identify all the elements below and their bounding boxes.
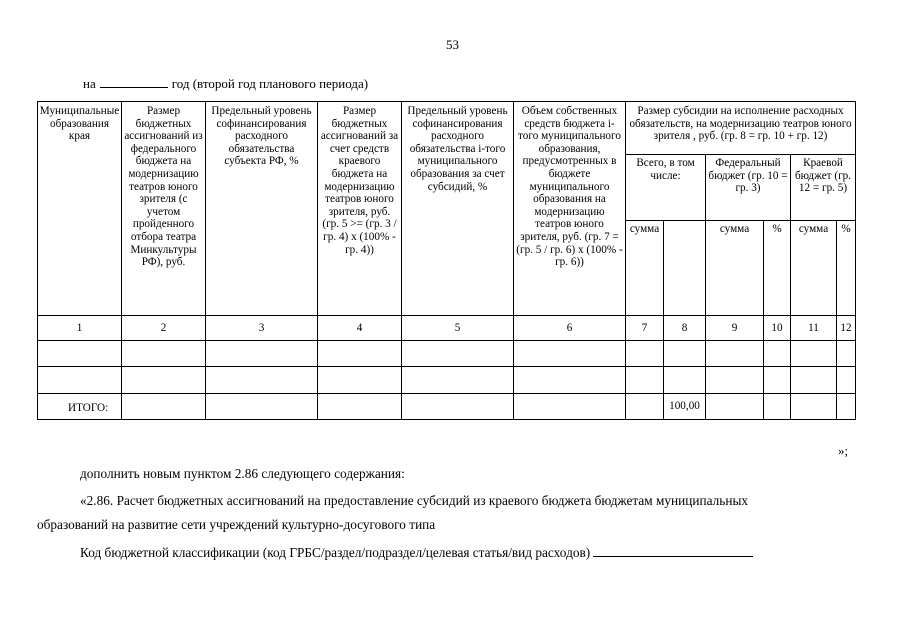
column-number: 5 — [402, 316, 514, 341]
table-row — [38, 367, 856, 394]
header-own-funds: Объем собственных средств бюджета i-того муниципального образования, предусмотренных в бюджете муниципального образования на модернизацию театров юного зрителя, руб. (гр. 7 = (гр. 5 / гр. 6) x (100% - гр. 6)) — [514, 102, 626, 316]
column-number: 3 — [206, 316, 318, 341]
column-number: 12 — [837, 316, 856, 341]
paragraph-point-title-line1: «2.86. Расчет бюджетных ассигнований на предоставление субсидий из краевого бюджета бюджетам муниципальных — [80, 493, 749, 508]
subtitle-prefix: на — [83, 76, 96, 91]
header-federal-budget: Федеральный бюджет (гр. 10 = гр. 3) — [706, 155, 791, 221]
header-total: Всего, в том числе: — [626, 155, 706, 221]
subsidy-table — [37, 101, 856, 420]
header-regional-budget: Краевой бюджет (гр. 12 = гр. 5) — [791, 155, 856, 221]
column-number: 1 — [38, 316, 122, 341]
year-blank-line — [100, 76, 168, 88]
budget-code-label: Код бюджетной классификации (код ГРБС/раздел/подраздел/целевая статья/вид расходов) — [80, 545, 591, 560]
table-subtitle — [83, 76, 368, 92]
header-federal-percent: % — [764, 221, 791, 316]
header-federal-allocations: Размер бюджетных ассигнований из федерального бюджета на модернизацию театров юного зрителя (с учетом пройденного отбора театра Минкультуры РФ), руб. — [122, 102, 206, 316]
budget-classification-code — [80, 544, 753, 561]
total-label: ИТОГО: — [38, 394, 122, 420]
header-municipal-cofinancing-level: Предельный уровень софинансирования расходного обязательства i-того муниципального образования за счет субсидий, % — [402, 102, 514, 316]
header-regional-percent: % — [837, 221, 856, 316]
header-regional-sum: сумма — [791, 221, 837, 316]
total-value: 100,00 — [664, 394, 706, 420]
page-number: 53 — [446, 37, 459, 52]
header-subsidy-group: Размер субсидии на исполнение расходных обязательств, на модернизацию театров юного зрителя , руб. (гр. 8 = гр. 10 + гр. 12) — [626, 102, 856, 155]
column-number: 2 — [122, 316, 206, 341]
header-regional-allocations: Размер бюджетных ассигнований за счет средств краевого бюджета на модернизацию театров юного зрителя, руб. (гр. 5 >= (гр. 3 / гр. 4) x (100% - гр. 4)) — [318, 102, 402, 316]
header-federal-sum: сумма — [706, 221, 764, 316]
column-number: 7 — [626, 316, 664, 341]
header-municipalities: Муниципальные образования края — [38, 102, 122, 316]
table-row — [38, 341, 856, 367]
total-row — [38, 394, 856, 420]
header-total-empty — [664, 221, 706, 316]
paragraph-point-title-line2: образований на развитие сети учреждений культурно-досугового типа — [37, 517, 436, 532]
column-number: 10 — [764, 316, 791, 341]
closing-quote: »; — [838, 443, 849, 458]
header-total-sum: сумма — [626, 221, 664, 316]
subtitle-suffix: год (второй год планового периода) — [171, 76, 369, 91]
column-number: 9 — [706, 316, 764, 341]
column-number: 4 — [318, 316, 402, 341]
column-number: 11 — [791, 316, 837, 341]
column-number: 6 — [514, 316, 626, 341]
header-subject-cofinancing-level: Предельный уровень софинансирования расходного обязательства субъекта РФ, % — [206, 102, 318, 316]
column-number: 8 — [664, 316, 706, 341]
paragraph-add-point: дополнить новым пунктом 2.86 следующего содержания: — [80, 466, 405, 481]
code-blank-line — [593, 544, 753, 557]
